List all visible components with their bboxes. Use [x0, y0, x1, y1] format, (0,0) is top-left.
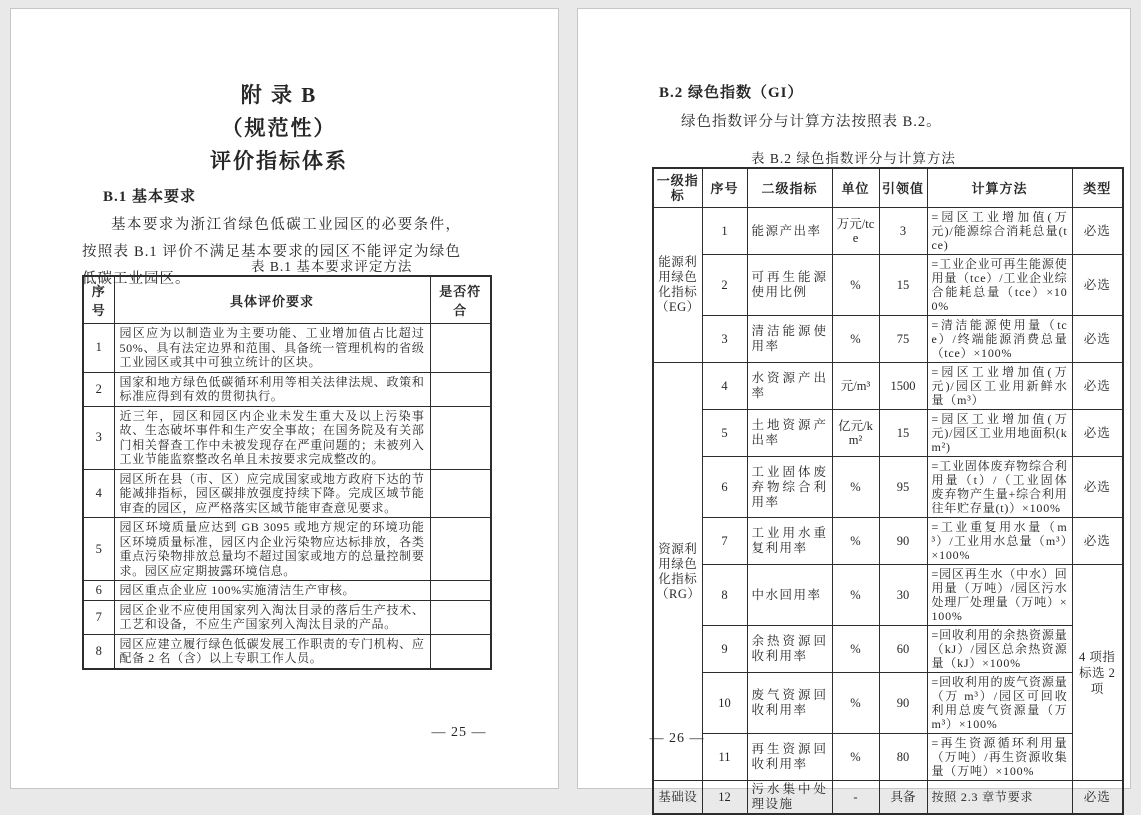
b2-row-target: 95	[879, 457, 927, 518]
b1-row-requirement: 近三年，园区和园区内企业未发生重大及以上污染事故、生态破坏事件和生产安全事故；在国务院及有关部门相关督查工作中未被发现存在严重问题的；未被列入工业节能监察整改名单且未按要求完成整改的。	[114, 406, 430, 469]
b2-row-no: 6	[702, 457, 747, 518]
table-row	[83, 324, 491, 373]
section-heading-b1: B.1 基本要求	[103, 189, 197, 205]
table-row	[83, 406, 491, 469]
table-b2	[652, 167, 1124, 815]
b1-row-requirement: 园区环境质量应达到 GB 3095 或地方规定的环境功能区环境质量标准，园区内企业污染物应达标排放，各类重点污染物排放总量均不超过国家或地方的总量控制要求。园区应定期披露环境信息。	[114, 518, 430, 581]
table-row	[653, 518, 1123, 565]
b2-row-no: 7	[702, 518, 747, 565]
b2-row-indicator: 中水回用率	[747, 565, 832, 626]
table-row	[83, 581, 491, 601]
b2-row-type: 必选	[1072, 316, 1123, 363]
b2-row-target: 1500	[879, 363, 927, 410]
b1-row-no: 5	[83, 518, 114, 581]
b2-row-type: 必选	[1072, 781, 1123, 815]
b2-row-target: 90	[879, 673, 927, 734]
b2-row-no: 3	[702, 316, 747, 363]
table-row	[653, 208, 1123, 255]
appendix-title-line1: 附 录 B	[240, 83, 318, 107]
b2-header-no: 序号	[702, 168, 747, 208]
b2-row-target: 80	[879, 734, 927, 781]
b1-row-conform	[430, 324, 491, 373]
b2-row-no: 1	[702, 208, 747, 255]
b1-row-requirement: 园区应为以制造业为主要功能、工业增加值占比超过 50%、具有法定边界和范围、具备统一管理机构的省级工业园区或其中可独立统计的区块。	[114, 324, 430, 373]
b1-row-no: 1	[83, 324, 114, 373]
b2-row-method: 按照 2.3 章节要求	[927, 781, 1072, 815]
b2-group-eg: 能源利用绿色化指标（EG）	[653, 208, 702, 363]
b1-row-requirement: 园区所在县（市、区）应完成国家或地方政府下达的节能减排指标，园区碳排放强度持续下降。完成区域节能审查的园区，应严格落实区域节能审查意见要求。	[114, 469, 430, 518]
table-row	[653, 781, 1123, 815]
b2-row-type: 必选	[1072, 518, 1123, 565]
table-row	[653, 363, 1123, 410]
table-b2-caption: 表 B.2 绿色指数评分与计算方法	[751, 151, 956, 166]
b1-row-no: 8	[83, 634, 114, 669]
b2-row-indicator: 土地资源产出率	[747, 410, 832, 457]
b2-header-unit: 单位	[832, 168, 879, 208]
b2-row-no: 4	[702, 363, 747, 410]
b1-row-no: 6	[83, 581, 114, 601]
b2-row-type: 必选	[1072, 255, 1123, 316]
b1-row-no: 4	[83, 469, 114, 518]
b2-header-type: 类型	[1072, 168, 1123, 208]
table-b1	[82, 275, 492, 670]
b2-row-type: 必选	[1072, 457, 1123, 518]
b1-row-no: 2	[83, 372, 114, 406]
b2-row-no: 5	[702, 410, 747, 457]
table-row	[653, 626, 1123, 673]
b2-row-type: 必选	[1072, 410, 1123, 457]
b2-row-indicator: 能源产出率	[747, 208, 832, 255]
table-b1-header-row	[83, 276, 491, 324]
b1-header-no: 序号	[83, 276, 114, 324]
b2-row-target: 具备	[879, 781, 927, 815]
b2-row-indicator: 清洁能源使用率	[747, 316, 832, 363]
b2-row-unit: %	[832, 457, 879, 518]
b1-header-requirement: 具体评价要求	[114, 276, 430, 324]
appendix-title-line3: 评价指标体系	[210, 149, 348, 173]
b2-type-merged: 4 项指标选 2 项	[1072, 565, 1123, 781]
b2-header-method: 计算方法	[927, 168, 1072, 208]
b1-row-conform	[430, 518, 491, 581]
b2-row-method: =园区工业增加值(万元)/园区工业用地面积(km²)	[927, 410, 1072, 457]
table-row	[653, 673, 1123, 734]
b2-row-indicator: 可再生能源使用比例	[747, 255, 832, 316]
b2-row-no: 11	[702, 734, 747, 781]
b2-row-unit: 万元/tce	[832, 208, 879, 255]
b2-row-target: 60	[879, 626, 927, 673]
b2-row-indicator: 再生资源回收利用率	[747, 734, 832, 781]
b2-row-target: 3	[879, 208, 927, 255]
b2-row-unit: %	[832, 734, 879, 781]
table-row	[83, 372, 491, 406]
b2-row-unit: %	[832, 565, 879, 626]
table-row	[653, 410, 1123, 457]
b2-row-indicator: 余热资源回收利用率	[747, 626, 832, 673]
b2-row-target: 75	[879, 316, 927, 363]
b2-header-level2: 二级指标	[747, 168, 832, 208]
section-heading-b2: B.2 绿色指数（GI）	[659, 85, 804, 101]
appendix-title-line2: （规范性）	[221, 116, 337, 140]
b2-row-indicator: 工业固体废弃物综合利用率	[747, 457, 832, 518]
b2-row-method: =工业重复用水量（m³）/工业用水总量（m³）×100%	[927, 518, 1072, 565]
page-number-25: — 25 —	[431, 725, 487, 740]
b2-row-target: 90	[879, 518, 927, 565]
b2-row-type: 必选	[1072, 363, 1123, 410]
b1-row-conform	[430, 406, 491, 469]
b2-row-unit: 亿元/km²	[832, 410, 879, 457]
b2-row-no: 10	[702, 673, 747, 734]
table-row	[83, 634, 491, 669]
b2-row-unit: %	[832, 518, 879, 565]
b2-header-target: 引领值	[879, 168, 927, 208]
b2-row-method: =再生资源循环利用量（万吨）/再生资源收集量（万吨）×100%	[927, 734, 1072, 781]
b1-row-requirement: 园区重点企业应 100%实施清洁生产审核。	[114, 581, 430, 601]
b1-row-conform	[430, 634, 491, 669]
b2-row-method: =工业企业可再生能源使用量（tce）/工业企业综合能耗总量（tce）×100%	[927, 255, 1072, 316]
table-row	[653, 316, 1123, 363]
b2-row-no: 8	[702, 565, 747, 626]
b2-row-target: 15	[879, 255, 927, 316]
table-row	[83, 600, 491, 634]
b2-row-no: 9	[702, 626, 747, 673]
b2-row-unit: %	[832, 255, 879, 316]
table-row	[653, 255, 1123, 316]
b2-row-unit: %	[832, 673, 879, 734]
b2-header-level1: 一级指标	[653, 168, 702, 208]
b1-row-requirement: 园区企业不应使用国家列入淘汰目录的落后生产技术、工艺和设备，不应生产国家列入淘汰目录的产品。	[114, 600, 430, 634]
b2-row-unit: %	[832, 316, 879, 363]
b2-row-no: 12	[702, 781, 747, 815]
b2-group-infra: 基础设	[653, 781, 702, 815]
appendix-title	[11, 79, 547, 178]
b1-header-conform: 是否符合	[430, 276, 491, 324]
b1-row-conform	[430, 600, 491, 634]
table-row	[83, 469, 491, 518]
b1-row-requirement: 园区应建立履行绿色低碳发展工作职责的专门机构、应配备 2 名（含）以上专职工作人员。	[114, 634, 430, 669]
table-b2-header-row	[653, 168, 1123, 208]
document-page-26	[577, 8, 1131, 811]
b2-row-target: 30	[879, 565, 927, 626]
b2-row-method: =园区工业增加值(万元)/能源综合消耗总量(tce)	[927, 208, 1072, 255]
table-row	[653, 565, 1123, 626]
b2-row-unit: %	[832, 626, 879, 673]
section-b1-paragraph: 基本要求为浙江省绿色低碳工业园区的必要条件，按照表 B.1 评价不满足基本要求的园区不能评定为绿色低碳工业园区。	[82, 217, 461, 287]
b1-row-no: 3	[83, 406, 114, 469]
section-b2-paragraph: 绿色指数评分与计算方法按照表 B.2。	[681, 114, 942, 130]
b2-row-unit: -	[832, 781, 879, 815]
b2-row-method: =回收利用的余热资源量（kJ）/园区总余热资源量（kJ）×100%	[927, 626, 1072, 673]
b2-row-type: 必选	[1072, 208, 1123, 255]
b2-row-no: 2	[702, 255, 747, 316]
b1-row-conform	[430, 581, 491, 601]
b2-row-method: =回收利用的废气资源量（万 m³）/园区可回收利用总废气资源量（万 m³）×100%	[927, 673, 1072, 734]
b2-row-method: =园区再生水（中水）回用量（万吨）/园区污水处理厂处理量（万吨）×100%	[927, 565, 1072, 626]
b1-row-requirement: 国家和地方绿色低碳循环利用等相关法律法规、政策和标准应得到有效的贯彻执行。	[114, 372, 430, 406]
b2-row-indicator: 水资源产出率	[747, 363, 832, 410]
b1-row-conform	[430, 469, 491, 518]
b2-row-target: 15	[879, 410, 927, 457]
b2-row-unit: 元/m³	[832, 363, 879, 410]
page-number-26: — 26 —	[649, 731, 705, 746]
document-page-25	[10, 8, 559, 789]
b2-row-indicator: 工业用水重复利用率	[747, 518, 832, 565]
b1-row-conform	[430, 372, 491, 406]
b2-row-indicator: 废气资源回收利用率	[747, 673, 832, 734]
table-row	[83, 518, 491, 581]
b2-row-indicator: 污水集中处理设施	[747, 781, 832, 815]
table-b1-caption: 表 B.1 基本要求评定方法	[251, 259, 413, 274]
b2-row-method: =清洁能源使用量（tce）/终端能源消费总量（tce）×100%	[927, 316, 1072, 363]
b1-row-no: 7	[83, 600, 114, 634]
b2-group-rg: 资源利用绿色化指标（RG）	[653, 363, 702, 781]
b2-row-method: =园区工业增加值(万元)/园区工业用新鲜水量（m³）	[927, 363, 1072, 410]
table-row	[653, 457, 1123, 518]
b2-row-method: =工业固体废弃物综合利用量（t）/（工业固体废弃物产生量+综合利用往年贮存量(t)）×100%	[927, 457, 1072, 518]
